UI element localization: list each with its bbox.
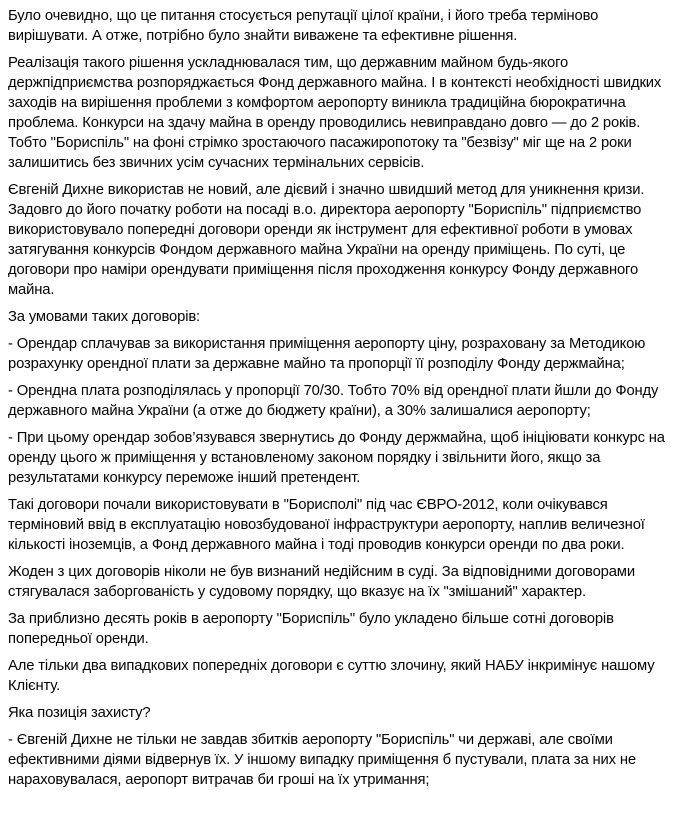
paragraph: Жоден з цих договорів ніколи не був визнаний недійсним в суді. За відповідними договорами стягувалася заборгованість у судовому порядку, що вказує на їх "змішаний" характер. — [8, 564, 635, 600]
paragraph: За умовами таких договорів: — [8, 309, 201, 325]
paragraph: Але тільки два випадкових попередніх договори є суттю злочину, який НАБУ інкримінує нашому Клієнту. — [8, 658, 655, 694]
paragraph: Було очевидно, що це питання стосується репутації цілої країни, і його треба терміново вирішувати. А отже, потрібно було знайти виважене та ефективне рішення. — [8, 8, 599, 44]
paragraph: - Орендар сплачував за використання приміщення аеропорту ціну, розраховану за Методикою розрахунку орендної плати за державне майно та пропорції її розподілу Фонду держмайна; — [8, 336, 646, 372]
paragraph: - Орендна плата розподілялась у пропорції 70/30. Тобто 70% від орендної плати йшли до Фонду державного майна України (а отже до бюджету країни), а 30% залишалися аеропорту; — [8, 383, 659, 419]
paragraph: Євгеній Дихне використав не новий, але дієвий і значно швидший метод для уникнення кризи. Задовго до його початку роботи на посаді в.о. директора аеропорту "Бориспіль" підприємство використовувало попередні договори оренди як інструмент для ефективної роботи в умовах затягування конкурсів Фондом державного майна України на оренду приміщень. По суті, це договори про наміри орендувати приміщення після проходження конкурсу Фонду державного майна. — [8, 182, 645, 298]
paragraph: - Євгеній Дихне не тільки не завдав збитків аеропорту "Бориспіль" чи державі, але своїми ефективними діями відвернув їх. У іншому випадку приміщення б пустували, плата за них не нараховувалася, аеропорт витрачав би гроші на їх утримання; — [8, 732, 636, 788]
paragraph: За приблизно десять років в аеропорту "Бориспіль" було укладено більше сотні договорів попередньої оренди. — [8, 611, 614, 647]
paragraph: Реалізація такого рішення ускладнювалася тим, що державним майном будь-якого держпідприємства розпоряджається Фонд державного майна. І в контексті необхідності швидких заходів на вирішення проблеми з комфортом аеропорту виникла традиційна бюрократична проблема. Конкурси на здачу майна в оренду проводились невиправдано довго — до 2 років. Тобто "Бориспіль" на фоні стрімко зростаючого пасажиропотоку та "безвізу" міг ще на 2 роки залишитись без звичних усім сучасних термінальних сервісів. — [8, 55, 662, 171]
paragraph: Такі договори почали використовувати в "Борисполі" під час ЄВРО-2012, коли очікувався терміновий ввід в експлуатацію новозбудованої інфраструктури аеропорту, наплив величезної кількості іноземців, а Фонд державного майна і тоді проводив конкурси оренди по два роки. — [8, 497, 645, 553]
paragraph: - При цьому орендар зобов’язувався звернутись до Фонду держмайна, щоб ініціювати конкурс на оренду цього ж приміщення у встановленому законом порядку і звільнити його, якщо за результатами конкурсу переможе інший претендент. — [8, 430, 665, 486]
paragraph: Яка позиція захисту? — [8, 705, 151, 721]
